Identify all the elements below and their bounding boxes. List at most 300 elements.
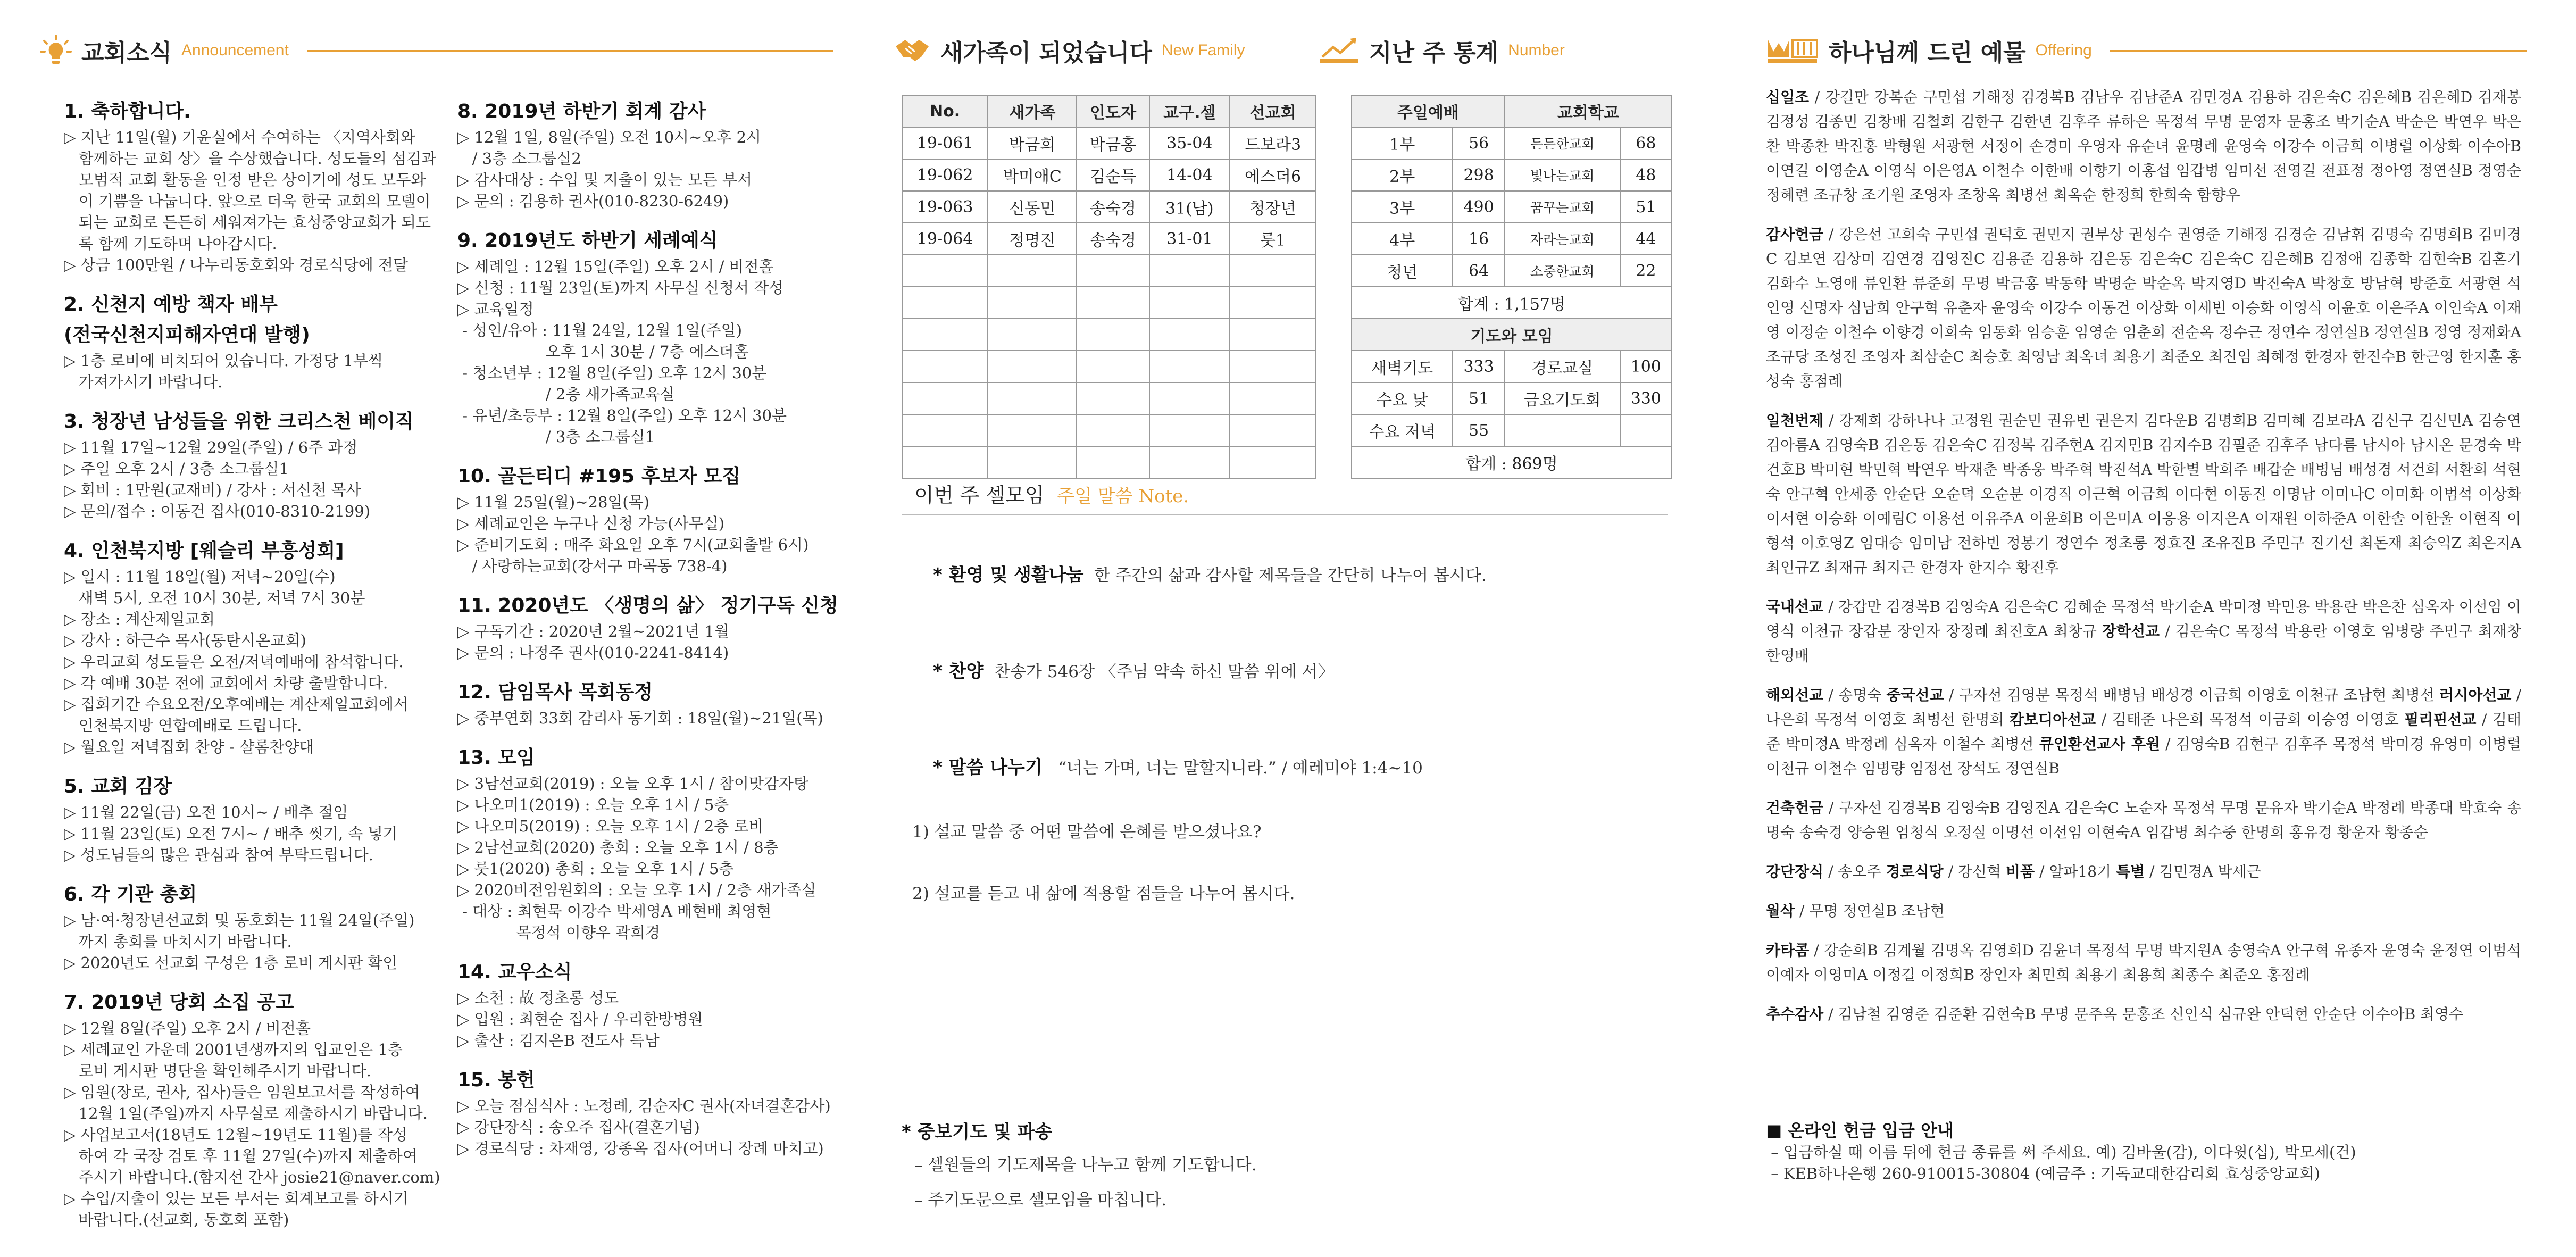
section-title: 2. 신천지 예방 책자 배부 bbox=[64, 294, 278, 315]
gift-box-icon bbox=[1766, 36, 1819, 65]
announcement-title: 교회소식 bbox=[81, 39, 172, 66]
empty-cell bbox=[902, 382, 988, 414]
table-cell: 자라는교회 bbox=[1505, 223, 1620, 255]
offering-category: 국내선교 bbox=[1766, 598, 1824, 615]
offering-paragraph bbox=[1766, 899, 2521, 923]
cell-title: 이번 주 셀모임 bbox=[914, 484, 1045, 507]
table-cell: 64 bbox=[1453, 255, 1504, 287]
new-family-title: 새가족이 되었습니다 bbox=[940, 39, 1152, 66]
section-line: ▷ 12월 8일(주일) 오후 2시 / 비전홀 bbox=[64, 1019, 311, 1037]
table-cell: 19-062 bbox=[902, 159, 988, 191]
section-line: ▷ 신청 : 11월 23일(토)까지 사무실 신청서 작성 bbox=[457, 279, 784, 297]
section-line: ▷ 나오미1(2019) : 오늘 오후 1시 / 5층 bbox=[457, 796, 729, 814]
offering-names: / 강신혁 bbox=[1943, 863, 2006, 880]
stats-header bbox=[1319, 32, 1565, 69]
offering-names: / 송오주 bbox=[1823, 863, 1886, 880]
empty-row bbox=[902, 414, 1316, 446]
section-line: ▷ 각 예배 30분 전에 교회에서 차량 출발합니다. bbox=[64, 674, 388, 692]
new-family-header-row bbox=[902, 95, 1316, 127]
total-cell: 합계 : 869명 bbox=[1352, 446, 1672, 478]
section-line: ▷ 감사대상 : 수입 및 지출이 있는 모든 부서 bbox=[457, 171, 753, 189]
table-cell: 19-061 bbox=[902, 127, 988, 159]
section-line: ▷ 지난 11일(월) 기윤실에서 수여하는 〈지역사회와 bbox=[64, 128, 416, 146]
offering-panel bbox=[1766, 32, 2527, 1183]
word-text: “너는 가며, 너는 말할지니라.” / 예레미야 1:4~10 bbox=[1042, 759, 1423, 778]
table-cell bbox=[1620, 414, 1672, 446]
offering-names: / 나은희 목정석 이영호 최병선 한명희 bbox=[1766, 686, 2522, 728]
empty-cell bbox=[1230, 382, 1316, 414]
section-line: ▷ 11월 22일(금) 오전 10시~ / 배추 절임 bbox=[64, 803, 348, 821]
empty-row bbox=[902, 382, 1316, 414]
section-line: - 성인/유아 : 11월 24일, 12월 1일(주일) bbox=[457, 321, 743, 339]
table-cell: 31-01 bbox=[1149, 223, 1230, 255]
stats-title-en: Number bbox=[1508, 41, 1565, 59]
table-cell: 정명진 bbox=[988, 223, 1077, 255]
new-family-body bbox=[902, 127, 1316, 478]
section-line: ▷ 세례교인은 누구나 신청 가능(사무실) bbox=[457, 514, 725, 532]
offering-paragraph bbox=[1766, 595, 2521, 668]
offering-category: 캄보디아선교 bbox=[2010, 711, 2096, 728]
announcement-section bbox=[64, 96, 468, 276]
empty-cell bbox=[1077, 446, 1149, 478]
table-row bbox=[1352, 255, 1672, 287]
empty-cell bbox=[1077, 351, 1149, 382]
table-cell: 금요기도회 bbox=[1505, 382, 1620, 414]
table-cell: 박금홍 bbox=[1077, 127, 1149, 159]
table-row bbox=[1352, 414, 1672, 446]
table-row bbox=[902, 127, 1316, 159]
table-cell: 경로교실 bbox=[1505, 351, 1620, 382]
section-line: ▷ 경로식당 : 차재영, 강종옥 집사(어머니 장례 마치고) bbox=[457, 1139, 824, 1158]
table-cell: 22 bbox=[1620, 255, 1672, 287]
offering-names: / 강은선 고희숙 구민섭 권덕호 권민지 권부상 권성수 권영준 기해정 김경순 김남휘 김명숙 김명희B 김미경C 김보연 김상미 김연경 김영진C 김용준 김용하 김은동 김은숙C 김은숙C 김은혜B 김정애 김종학 김현숙B 김혼기 김화수 노영애 류인환 류준희 무명 박금홍 박동학 박명순 박순옥 박지영D 박진숙A 박창호 방남혁 방준호 서광현 석인영 신명자 심남희 안구혁 유춘자 윤영숙 이강수 이동건 이상화 이세빈 이승화 이영식 이윤호 이은주A 이인숙A 이재영 이정순 이철수 이향경 이희숙 임동화 임승훈 임영순 임춘희 전순옥 정수근 정연수 정연실B 정연실B 정영 정재화A 조규당 조성진 조영자 최삼순C 최승호 최영남 최옥녀 최용기 최준오 최진임 최혜정 한경자 한진수B 한근영 한지훈 홍성숙 홍점례 bbox=[1766, 226, 2521, 390]
offering-names: / 김민경A 박세근 bbox=[2145, 863, 2261, 880]
empty-cell bbox=[1149, 319, 1230, 351]
offering-paragraph bbox=[1766, 1002, 2521, 1027]
announcement-panel bbox=[40, 32, 880, 1229]
header-rule bbox=[307, 50, 833, 52]
section-line: ▷ 장소 : 계산제일교회 bbox=[64, 610, 215, 628]
table-cell: 수요 낮 bbox=[1352, 382, 1453, 414]
table-cell: 2부 bbox=[1352, 159, 1453, 191]
section-line: 까지 총회를 마치시기 바랍니다. bbox=[64, 933, 292, 951]
empty-cell bbox=[988, 446, 1077, 478]
table-cell: 19-063 bbox=[902, 191, 988, 223]
section-title: 4. 인천북지방 [웨슬리 부흥성회] bbox=[64, 540, 344, 562]
section-line: ▷ 강단장식 : 송오주 집사(결혼기념) bbox=[457, 1118, 700, 1136]
section-line: ▷ 준비기도회 : 매주 화요일 오후 7시(교회출발 6시) bbox=[457, 536, 809, 554]
section-line: ▷ 수입/지출이 있는 모든 부서는 회계보고를 하시기 bbox=[64, 1189, 409, 1208]
section-line: 되는 교회로 든든히 세워져가는 효성중앙교회가 되도 bbox=[64, 213, 431, 231]
offering-category: 중국선교 bbox=[1886, 686, 1944, 704]
table-row bbox=[1352, 351, 1672, 382]
section-line: ▷ 2020년도 선교회 구성은 1층 로비 게시판 확인 bbox=[64, 954, 398, 972]
announcement-header bbox=[40, 32, 880, 69]
prayer-header-row bbox=[1352, 319, 1672, 351]
announcement-section bbox=[457, 957, 883, 1051]
section-line: ▷ 임원(장로, 권사, 집사)들은 임원보고서를 작성하여 bbox=[64, 1083, 420, 1101]
section-line: 모범적 교회 활동을 인정 받은 상이기에 성도 모두와 bbox=[64, 171, 426, 189]
section-title: 1. 축하합니다. bbox=[64, 101, 191, 122]
section-line: / 3층 소그룹실2 bbox=[457, 149, 581, 168]
table-cell: 490 bbox=[1453, 191, 1504, 223]
offering-header bbox=[1766, 32, 2527, 69]
empty-cell bbox=[1230, 351, 1316, 382]
table-cell: 3부 bbox=[1352, 191, 1453, 223]
table-cell: 청년 bbox=[1352, 255, 1453, 287]
section-line: - 청소년부 : 12월 8일(주일) 오후 12시 30분 bbox=[457, 364, 767, 382]
empty-cell bbox=[988, 319, 1077, 351]
announcement-section bbox=[64, 289, 468, 393]
section-line: 인천북지방 연합예배로 드립니다. bbox=[64, 717, 302, 735]
section-line: ▷ 11월 25일(월)~28일(목) bbox=[457, 493, 650, 511]
empty-cell bbox=[902, 446, 988, 478]
table-cell bbox=[1505, 414, 1620, 446]
table-cell: 19-064 bbox=[902, 223, 988, 255]
table-cell: 새벽기도 bbox=[1352, 351, 1453, 382]
offering-paragraph bbox=[1766, 683, 2521, 781]
offering-paragraph bbox=[1766, 85, 2521, 207]
table-row bbox=[902, 223, 1316, 255]
announcement-section bbox=[457, 226, 883, 447]
column-header: 선교회 bbox=[1230, 95, 1316, 127]
empty-cell bbox=[1230, 414, 1316, 446]
section-title: 8. 2019년 하반기 회계 감사 bbox=[457, 101, 706, 122]
offering-names: / 송명숙 bbox=[1823, 686, 1887, 704]
announcement-section bbox=[457, 743, 883, 943]
stats-title: 지난 주 통계 bbox=[1369, 39, 1499, 66]
table-cell: 드보라3 bbox=[1230, 127, 1316, 159]
section-line: ▷ 룻1(2020) 총회 : 오늘 오후 1시 / 5층 bbox=[457, 860, 734, 878]
empty-cell bbox=[988, 414, 1077, 446]
section-line: 하여 각 국장 검토 후 11월 27일(수)까지 제출하여 bbox=[64, 1147, 418, 1165]
empty-cell bbox=[902, 319, 988, 351]
section-title: 7. 2019년 당회 소집 공고 bbox=[64, 992, 294, 1013]
empty-cell bbox=[902, 287, 988, 319]
total-cell: 합계 : 1,157명 bbox=[1352, 287, 1672, 319]
section-title: 3. 청장년 남성들을 위한 크리스천 베이직 bbox=[64, 411, 414, 432]
section-line: ▷ 남·여·청장년선교회 및 동호회는 11월 24일(주일) bbox=[64, 911, 415, 929]
announcement-section bbox=[457, 461, 883, 577]
lightbulb-icon bbox=[40, 35, 72, 66]
section-line: 새벽 5시, 오전 10시 30분, 저녁 7시 30분 bbox=[64, 589, 365, 607]
table-cell: 박금희 bbox=[988, 127, 1077, 159]
table-row bbox=[902, 191, 1316, 223]
table-cell: 청장년 bbox=[1230, 191, 1316, 223]
announcement-section bbox=[457, 590, 883, 663]
table-cell: 55 bbox=[1453, 414, 1504, 446]
section-title: 13. 모임 bbox=[457, 747, 535, 769]
table-cell: 330 bbox=[1620, 382, 1672, 414]
section-line: 이 기쁨을 나눕니다. 앞으로 더욱 한국 교회의 모델이 bbox=[64, 192, 431, 210]
table-cell: 김순득 bbox=[1077, 159, 1149, 191]
offering-rule bbox=[2110, 50, 2527, 52]
table-cell: 송숙경 bbox=[1077, 191, 1149, 223]
section-line: ▷ 문의 : 김용하 권사(010-8230-6249) bbox=[457, 192, 729, 210]
offering-names: / 김태준 박미정A 박정례 심옥자 이철수 최병선 bbox=[1766, 711, 2521, 753]
section-line: 록 함께 기도하며 나아갑시다. bbox=[64, 235, 277, 253]
table-cell: 51 bbox=[1620, 191, 1672, 223]
empty-cell bbox=[902, 255, 988, 287]
offering-title: 하나님께 드린 예물 bbox=[1829, 39, 2026, 66]
empty-cell bbox=[988, 287, 1077, 319]
empty-cell bbox=[988, 255, 1077, 287]
section-title: 5. 교회 김장 bbox=[64, 776, 172, 797]
section-line: ▷ 일시 : 11월 18일(월) 저녁~20일(수) bbox=[64, 568, 336, 586]
welcome-label: * 환영 및 생활나눔 bbox=[933, 564, 1084, 586]
section-line: / 2층 새가족교육실 bbox=[457, 385, 675, 403]
empty-cell bbox=[1230, 287, 1316, 319]
empty-cell bbox=[1149, 255, 1230, 287]
empty-row bbox=[902, 255, 1316, 287]
table-cell: 68 bbox=[1620, 127, 1672, 159]
table-cell: 송숙경 bbox=[1077, 223, 1149, 255]
stats-body bbox=[1352, 95, 1672, 478]
announcement-section bbox=[64, 987, 468, 1230]
section-line: ▷ 세례교인 가운데 2001년생까지의 입교인은 1층 bbox=[64, 1040, 403, 1059]
offering-paragraph bbox=[1766, 796, 2521, 845]
table-cell: 48 bbox=[1620, 159, 1672, 191]
announcement-section bbox=[457, 677, 883, 729]
offering-category: 비품 bbox=[2005, 863, 2035, 880]
cell-meeting bbox=[902, 479, 1668, 1210]
table-cell: 박미애C bbox=[988, 159, 1077, 191]
prayer-line-2: – 주기도문으로 셀모임을 마칩니다. bbox=[914, 1191, 1167, 1210]
section-line: ▷ 11월 23일(토) 오전 7시~ / 배추 씻기, 속 넣기 bbox=[64, 825, 398, 843]
offering-category: 러시아선교 bbox=[2439, 686, 2512, 704]
section-title: 12. 담임목사 목회동정 bbox=[457, 681, 653, 703]
empty-cell bbox=[988, 382, 1077, 414]
empty-row bbox=[902, 351, 1316, 382]
offering-names: / 강갑만 김경복B 김영숙A 김은숙C 김혜순 목정석 박기순A 박미정 박민용 박용란 박은찬 심옥자 이선임 이영식 이천규 장갑분 장인자 장정례 최진호A 최창규 bbox=[1766, 598, 2521, 640]
offering-names: / 구자선 김경복B 김영숙B 김영진A 김은숙C 노순자 목정석 무명 문유자 박기순A 박정례 박종대 박효숙 송명숙 송숙경 양승원 엄청식 오정실 이명선 이선임 이현숙A 임갑병 최수중 한명희 홍유경 황운자 황종순 bbox=[1766, 799, 2521, 841]
table-row bbox=[1352, 159, 1672, 191]
offering-category: 십일조 bbox=[1766, 88, 1810, 106]
section-line: 주시기 바랍니다.(함지선 간사 josie21@naver.com) bbox=[64, 1168, 440, 1186]
section-line: ▷ 오늘 점심식사 : 노정례, 김순자C 권사(자녀결혼감사) bbox=[457, 1097, 831, 1115]
offering-category: 건축헌금 bbox=[1766, 799, 1824, 817]
offering-names: / 김태준 나은희 목정석 이금희 이승영 이영호 bbox=[2096, 711, 2405, 728]
table-cell: 신동민 bbox=[988, 191, 1077, 223]
announcement-section bbox=[64, 406, 468, 522]
table-cell: 35-04 bbox=[1149, 127, 1230, 159]
table-row bbox=[902, 159, 1316, 191]
announcement-section bbox=[457, 1065, 883, 1159]
empty-cell bbox=[1149, 382, 1230, 414]
offering-category: 필리핀선교 bbox=[2404, 711, 2477, 728]
column-header: No. bbox=[902, 95, 988, 127]
chart-icon bbox=[1319, 36, 1360, 65]
offering-names: / 강제희 강하나나 고정원 권순민 권유빈 권은지 김다운B 김명희B 김미혜 김보라A 김신구 김신민A 김승연 김아름A 김영숙B 김은동 김은숙C 김정복 김주현A 김지민B 김지수B 김필준 김후주 남다름 남시아 남시온 문경숙 박건호B 박미현 박민혁 박연우 박재춘 박종웅 박주혁 박진석A 박한별 박희주 배갑순 배병님 배성경 서건희 서환희 석현숙 안구혁 안세종 안순단 오순덕 오순분 이경직 이근혁 이금희 이다현 이동진 이명남 이미나C 이미화 이범석 이상화 이서현 이승화 이예림C 이용선 이유주A 이윤희B 이은미A 이응용 이지은A 이재원 이하준A 이한솔 이한울 이현직 이형석 이호영Z 임대승 임미남 전하빈 정봉기 정연수 정초롱 정효진 조유진B 주민구 진기선 최돈재 최승익Z 최은지A 최인규Z 최재규 최지근 한경자 한지수 황진후 bbox=[1766, 412, 2521, 576]
empty-cell bbox=[1077, 255, 1149, 287]
worship-header: 주일예배 bbox=[1352, 95, 1505, 127]
section-line: - 대상 : 최현묵 이강수 박세영A 배현배 최영현 bbox=[457, 902, 772, 920]
empty-row bbox=[902, 446, 1316, 478]
total-row bbox=[1352, 287, 1672, 319]
account-line-1: – 입금하실 때 이름 뒤에 헌금 종류를 써 주세요. 예) 김바울(감), 이다윗(십), 박모세(건) bbox=[1766, 1143, 2356, 1161]
account-title: ■ 온라인 헌금 입금 안내 bbox=[1766, 1120, 1954, 1141]
offering-names: / 무명 정연실B 조남현 bbox=[1795, 902, 1945, 920]
section-title: 9. 2019년도 하반기 세례예식 bbox=[457, 230, 718, 252]
praise-text: 찬송가 546장 〈주님 약속 하신 말씀 위에 서〉 bbox=[983, 662, 1335, 681]
section-line: - 유년/초등부 : 12월 8일(주일) 오후 12시 30분 bbox=[457, 406, 787, 424]
offering-names: / 김은숙C 목정석 박용란 이영호 임병량 주민구 최재창 한영배 bbox=[1766, 622, 2521, 664]
table-cell: 룻1 bbox=[1230, 223, 1316, 255]
section-line: ▷ 월요일 저녁집회 찬양 - 샬롬찬양대 bbox=[64, 738, 314, 756]
announcement-section bbox=[457, 96, 883, 212]
announcement-left-column bbox=[64, 82, 468, 1230]
stats-table bbox=[1351, 95, 1672, 479]
prayer-line-1: – 셀원들의 기도제목을 나누고 함께 기도합니다. bbox=[914, 1155, 1257, 1175]
section-line: 목정석 이향우 곽희경 bbox=[457, 923, 661, 942]
new-family-table bbox=[902, 95, 1316, 479]
table-cell: 수요 저녁 bbox=[1352, 414, 1453, 446]
table-row bbox=[1352, 127, 1672, 159]
offering-paragraph bbox=[1766, 222, 2521, 394]
offering-names: / 알파18기 bbox=[2035, 863, 2116, 880]
empty-cell bbox=[1149, 414, 1230, 446]
offering-title-en: Offering bbox=[2035, 41, 2092, 59]
offering-names: / 김남철 김영준 김준환 김현숙B 무명 문주옥 문홍조 신인식 심규완 안덕현 안순단 이수아B 최영수 bbox=[1823, 1005, 2464, 1023]
column-header: 새가족 bbox=[988, 95, 1077, 127]
section-line: / 3층 소그룹실1 bbox=[457, 428, 655, 446]
section-line: ▷ 구독기간 : 2020년 2월~2021년 1월 bbox=[457, 622, 730, 640]
online-offering-box bbox=[1766, 1117, 2527, 1184]
middle-panel bbox=[894, 32, 1681, 1210]
empty-cell bbox=[1149, 351, 1230, 382]
table-cell: 31(남) bbox=[1149, 191, 1230, 223]
table-cell: 100 bbox=[1620, 351, 1672, 382]
section-line: ▷ 입원 : 최현순 집사 / 우리한방병원 bbox=[457, 1010, 703, 1028]
announcement-section bbox=[64, 771, 468, 865]
offering-category: 카타콤 bbox=[1766, 942, 1810, 959]
prayer-header: 기도와 모임 bbox=[1352, 319, 1672, 351]
section-line: 함께하는 교회 상〉을 수상했습니다. 성도들의 섬김과 bbox=[64, 149, 437, 168]
offering-paragraph bbox=[1766, 409, 2521, 580]
section-line: ▷ 소천 : 故 정초롱 성도 bbox=[457, 989, 619, 1007]
prayer-block bbox=[902, 1117, 1257, 1218]
table-cell: 14-04 bbox=[1149, 159, 1230, 191]
column-header: 인도자 bbox=[1077, 95, 1149, 127]
stats-header-row bbox=[1352, 95, 1672, 127]
offering-list bbox=[1766, 85, 2521, 1027]
table-cell: 298 bbox=[1453, 159, 1504, 191]
announcement-right-column bbox=[457, 82, 883, 1159]
offering-category: 일천번제 bbox=[1766, 412, 1824, 429]
section-line: ▷ 나오미5(2019) : 오늘 오후 1시 / 2층 로비 bbox=[457, 817, 764, 835]
empty-row bbox=[902, 287, 1316, 319]
empty-cell bbox=[1077, 287, 1149, 319]
announcement-section bbox=[64, 879, 468, 973]
table-row bbox=[1352, 382, 1672, 414]
section-line: ▷ 집회기간 수요오전/오후예배는 계산제일교회에서 bbox=[64, 695, 409, 713]
section-line: ▷ 우리교회 성도들은 오전/저녁예배에 참석합니다. bbox=[64, 653, 404, 671]
welcome-text: 한 주간의 삶과 감사할 제목들을 간단히 나누어 봅시다. bbox=[1083, 566, 1487, 585]
handshake-icon bbox=[894, 36, 931, 65]
empty-cell bbox=[1230, 319, 1316, 351]
empty-cell bbox=[1077, 382, 1149, 414]
section-title: 10. 골든티디 #195 후보자 모집 bbox=[457, 465, 741, 487]
total-row bbox=[1352, 446, 1672, 478]
offering-category: 강단장식 bbox=[1766, 863, 1824, 880]
section-line: 로비 게시판 명단을 확인해주시기 바랍니다. bbox=[64, 1062, 371, 1080]
offering-category: 추수감사 bbox=[1766, 1005, 1824, 1023]
prayer-label: * 중보기도 및 파송 bbox=[902, 1121, 1053, 1143]
empty-cell bbox=[1230, 446, 1316, 478]
table-cell: 든든한교회 bbox=[1505, 127, 1620, 159]
question-1: 1) 설교 말씀 중 어떤 말씀에 은혜를 받으셨나요? bbox=[912, 822, 1262, 842]
table-cell: 1부 bbox=[1352, 127, 1453, 159]
new-family-title-en: New Family bbox=[1161, 41, 1245, 59]
section-line: ▷ 문의/접수 : 이동건 집사(010-8310-2199) bbox=[64, 502, 371, 520]
column-header: 교구.셀 bbox=[1149, 95, 1230, 127]
table-cell: 44 bbox=[1620, 223, 1672, 255]
offering-category: 장학선교 bbox=[2102, 622, 2160, 640]
section-line: ▷ 11월 17일~12월 29일(주일) / 6주 과정 bbox=[64, 438, 358, 456]
empty-cell bbox=[988, 351, 1077, 382]
section-line: ▷ 회비 : 1만원(교재비) / 강사 : 서신천 목사 bbox=[64, 481, 361, 499]
table-cell: 소중한교회 bbox=[1505, 255, 1620, 287]
cell-subtitle: 주일 말씀 Note. bbox=[1057, 486, 1189, 507]
section-title: 15. 봉헌 bbox=[457, 1069, 535, 1091]
section-line: ▷ 사업보고서(18년도 12월~19년도 11월)를 작성 bbox=[64, 1126, 407, 1144]
new-family-header bbox=[894, 32, 1319, 69]
section-line: ▷ 주일 오후 2시 / 3층 소그룹실1 bbox=[64, 460, 289, 478]
offering-category: 큐인환선교사 후원 bbox=[2039, 735, 2161, 753]
announcement-section bbox=[64, 536, 468, 757]
table-cell: 51 bbox=[1453, 382, 1504, 414]
offering-names: / 강순희B 김계월 김명옥 김영희D 김윤녀 목정석 무명 박지원A 송영숙A 안구혁 유종자 윤영숙 윤정연 이범석 이예자 이영미A 이정길 이정희B 장인자 최민희 최용기 최용희 최종수 최준오 홍점례 bbox=[1766, 942, 2521, 984]
section-title: 11. 2020년도 〈생명의 삶〉 정기구독 신청 bbox=[457, 595, 838, 617]
offering-paragraph bbox=[1766, 860, 2521, 884]
section-line: ▷ 2020비전임원회의 : 오늘 오후 1시 / 2층 새가족실 bbox=[457, 881, 816, 899]
section-line: 바랍니다.(선교회, 동호회 포함) bbox=[64, 1211, 289, 1229]
question-2: 2) 설교를 듣고 내 삶에 적용할 점들을 나누어 봅시다. bbox=[912, 884, 1295, 903]
section-title: 14. 교우소식 bbox=[457, 961, 572, 983]
section-title: 6. 각 기관 총회 bbox=[64, 884, 197, 905]
word-label: * 말씀 나누기 bbox=[933, 757, 1043, 778]
praise-label: * 찬양 bbox=[933, 661, 984, 682]
account-line-2: – KEB하나은행 260-910015-30804 (예금주 : 기독교대한감리회 효성중앙교회) bbox=[1766, 1164, 2320, 1183]
empty-cell bbox=[902, 351, 988, 382]
section-line: ▷ 12월 1일, 8일(주일) 오전 10시~오후 2시 bbox=[457, 128, 762, 146]
table-row bbox=[1352, 191, 1672, 223]
table-cell: 333 bbox=[1453, 351, 1504, 382]
table-cell: 16 bbox=[1453, 223, 1504, 255]
section-line: ▷ 출산 : 김지은B 전도사 득남 bbox=[457, 1031, 660, 1050]
empty-cell bbox=[1149, 446, 1230, 478]
offering-category: 특별 bbox=[2116, 863, 2145, 880]
offering-category: 월삭 bbox=[1766, 902, 1795, 920]
announcement-title-en: Announcement bbox=[181, 41, 289, 59]
offering-category: 감사헌금 bbox=[1766, 226, 1824, 243]
section-line: ▷ 상금 100만원 / 나누리동호회와 경로식당에 전달 bbox=[64, 256, 408, 274]
section-line: ▷ 교육일정 bbox=[457, 300, 534, 318]
empty-row bbox=[902, 319, 1316, 351]
section-title-2: (전국신천지피해자연대 발행) bbox=[64, 324, 310, 346]
section-line: ▷ 문의 : 나정주 권사(010-2241-8414) bbox=[457, 644, 729, 662]
table-cell: 56 bbox=[1453, 127, 1504, 159]
empty-cell bbox=[902, 414, 988, 446]
table-cell: 빛나는교회 bbox=[1505, 159, 1620, 191]
section-line: ▷ 1층 로비에 비치되어 있습니다. 가정당 1부씩 bbox=[64, 352, 383, 370]
table-row bbox=[1352, 223, 1672, 255]
empty-cell bbox=[1077, 414, 1149, 446]
empty-cell bbox=[1077, 319, 1149, 351]
offering-names: / 강길만 강복순 구민섭 기해정 김경복B 김남우 김남준A 김민경A 김용하 김은숙C 김은혜B 김은혜D 김재봉 김정성 김종민 김창배 김철희 김한구 김한년 김후주 류하은 목정석 무명 문영자 문홍조 박기순A 박순은 박연우 박은찬 박종찬 박진홍 박형원 서광현 서정이 손경미 우영자 유순녀 윤명례 윤영숙 이강수 이금희 이병렬 이상화 이수아B 이연길 이영순A 이영식 이은영A 이철수 이한배 이향기 이홍섭 임갑병 임미선 전영길 전표정 정아영 정연실B 정영순 정혜련 조규창 조기원 조영자 조창옥 최병선 최옥순 한정희 한희숙 함향우 bbox=[1766, 88, 2521, 204]
section-line: ▷ 세례일 : 12월 15일(주일) 오후 2시 / 비전홀 bbox=[457, 257, 774, 276]
table-cell: 꿈꾸는교회 bbox=[1505, 191, 1620, 223]
